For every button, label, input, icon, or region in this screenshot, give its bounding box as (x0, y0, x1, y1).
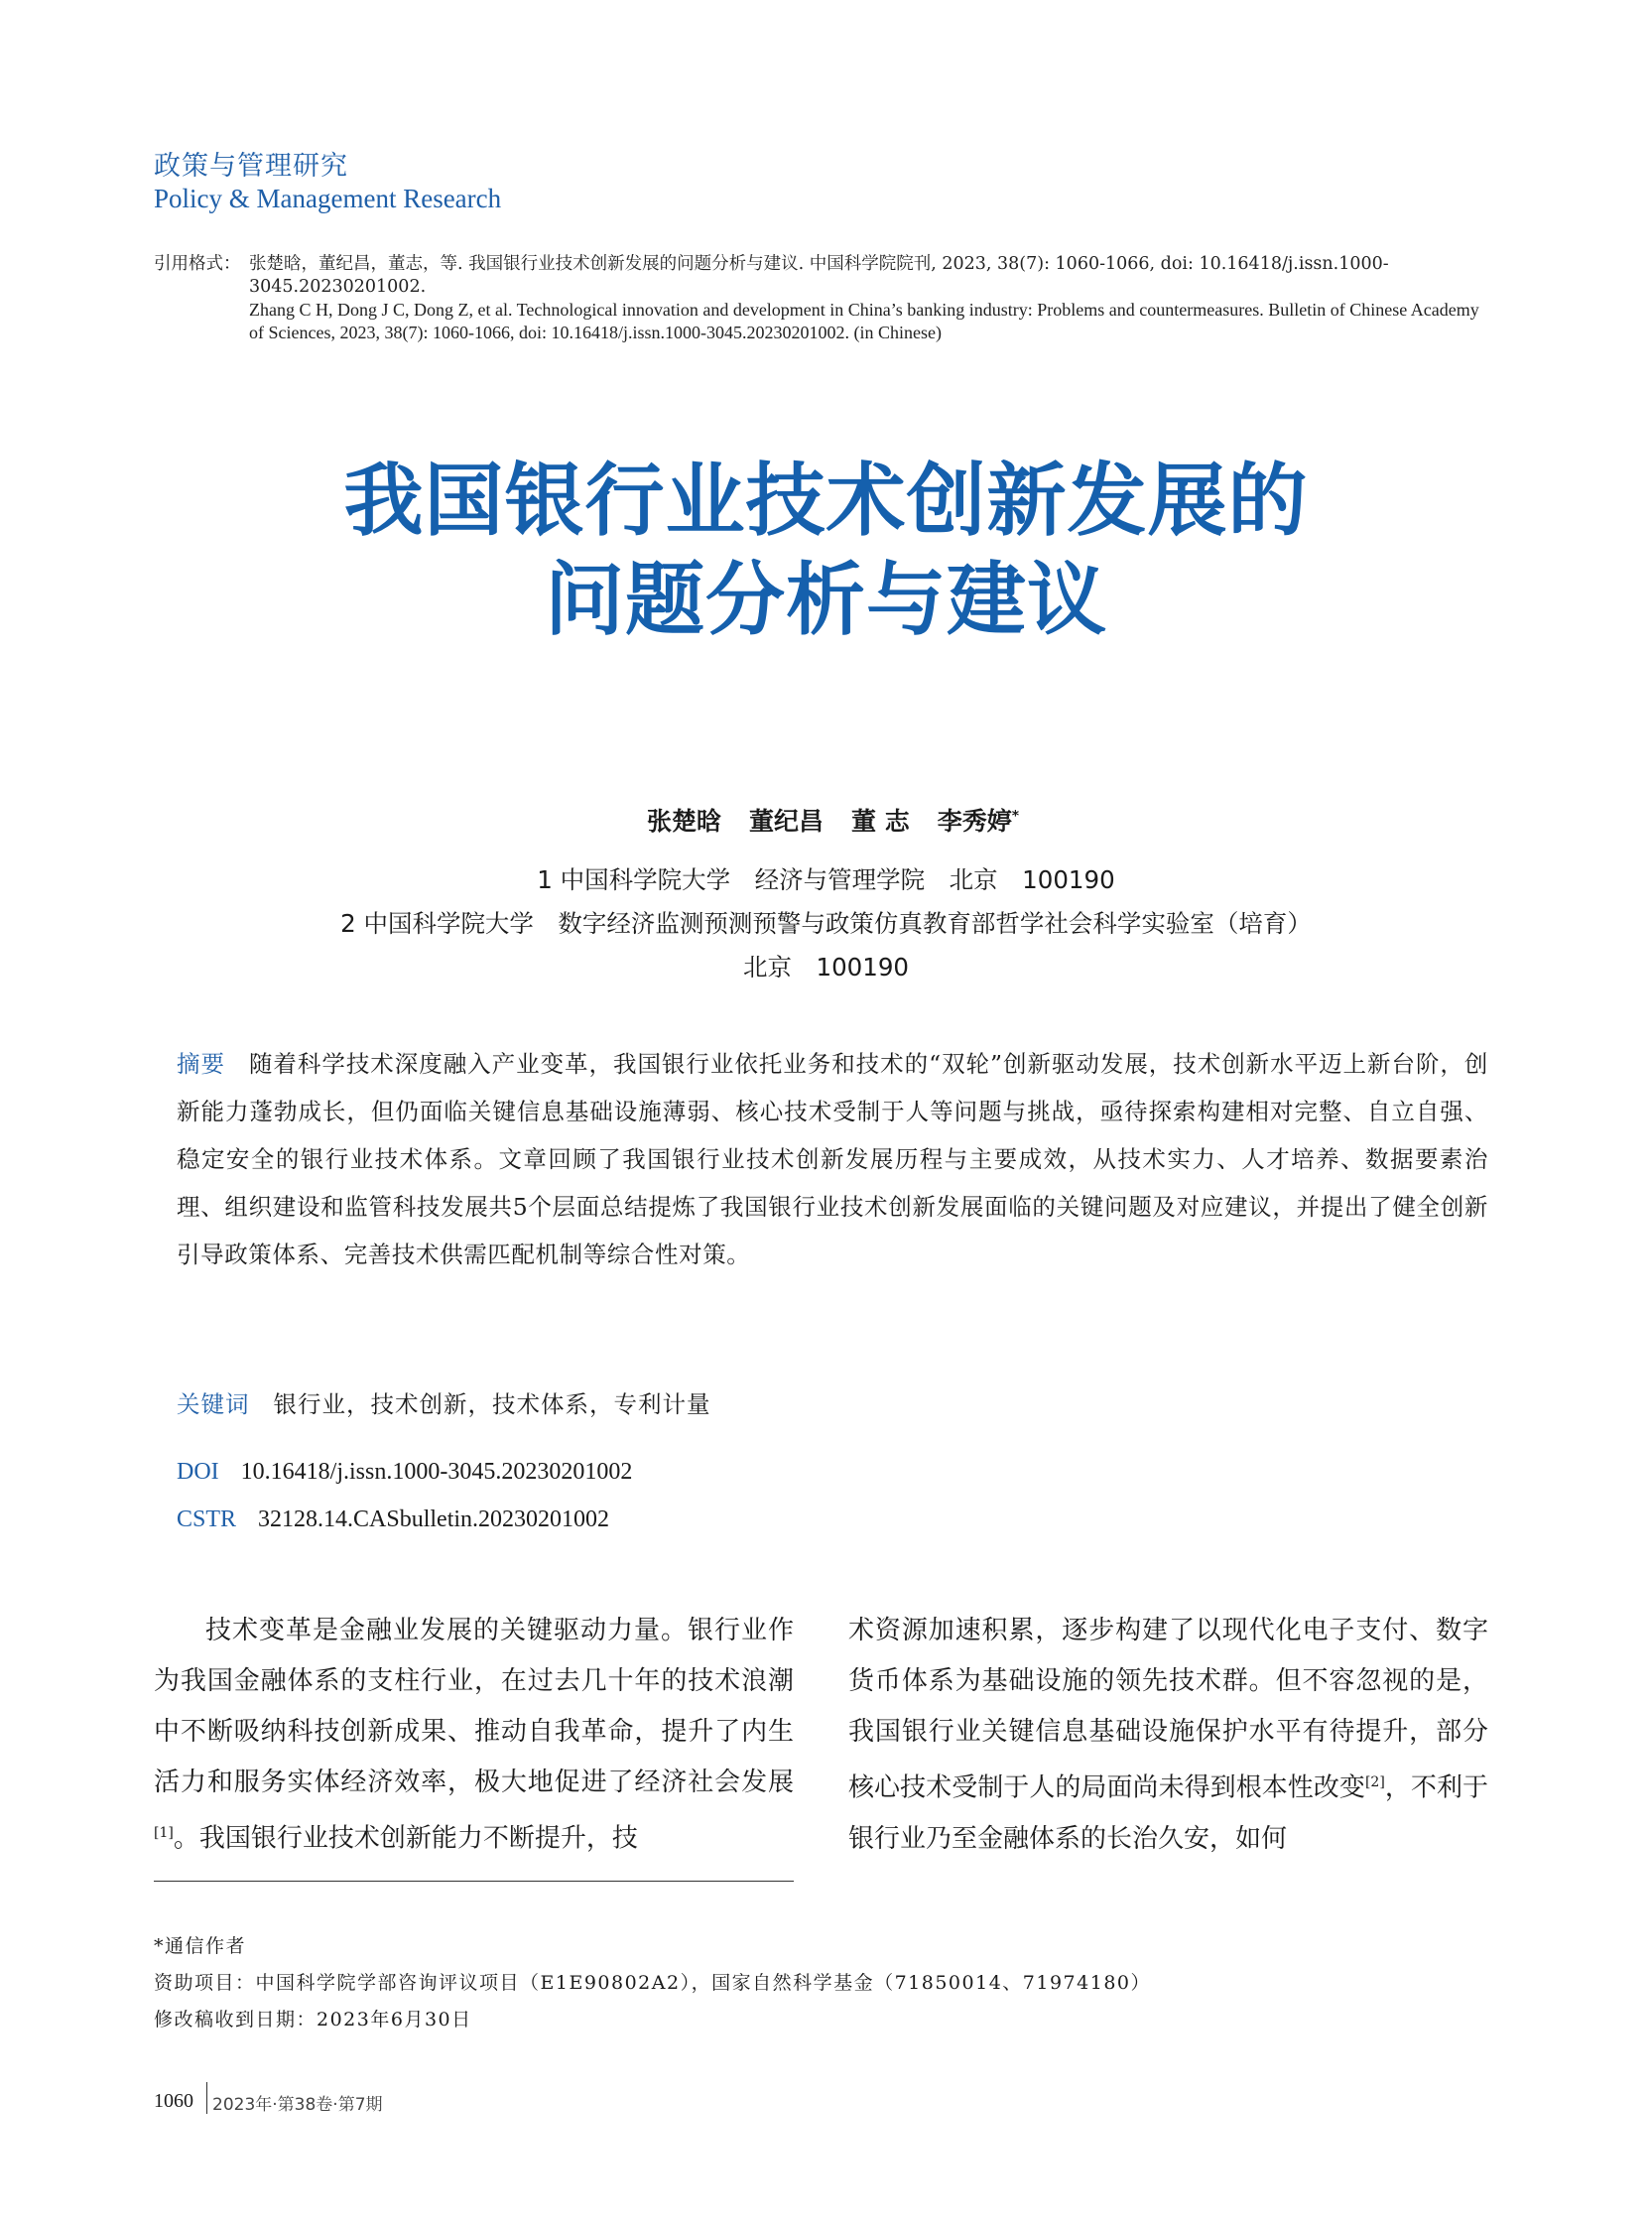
title-line-2: 问题分析与建议 (545, 554, 1107, 646)
doi-line (177, 1459, 632, 1486)
footnote-divider (154, 1881, 794, 1882)
body-text: ，不利于银行业乃至金融体系的长治久安，如何 (848, 1772, 1488, 1854)
author-name: 李秀婷 (937, 807, 1012, 836)
reference-link[interactable]: [2] (1364, 1774, 1385, 1790)
corresponding-mark: * (1011, 808, 1020, 825)
keywords-label: 关键词 (177, 1390, 250, 1418)
footnote-corresponding: *通信作者 (154, 1935, 247, 1957)
cstr-label: CSTR (177, 1506, 237, 1532)
title-line-1: 我国银行业技术创新发展的 (343, 455, 1309, 547)
cstr-value: 32128.14.CASbulletin.20230201002 (258, 1506, 610, 1532)
journal-section-cn: 政策与管理研究 (154, 151, 348, 182)
citation-en: Zhang C H, Dong J C, Dong Z, et al. Technological innovation and development in China’s banking industry: Problems and countermeasures. Bulletin of Chinese Academy of Sciences, 2023, 38(7): 1060-1066, doi: 10.16418/j.issn.1000-3045.20230201002. (in Chinese) (249, 300, 1479, 342)
affiliation-2: 2 中国科学院大学 数字经济监测预测预警与政策仿真教育部哲学社会科学实验室（培育） (340, 909, 1312, 938)
abstract-label: 摘要 (177, 1050, 225, 1078)
journal-section-en: Policy & Management Research (154, 184, 502, 213)
affiliation-3: 北京 100190 (742, 953, 910, 982)
author-name: 董纪昌 (748, 807, 824, 836)
cstr-line (177, 1506, 609, 1533)
abstract-text: 随着科学技术深度融入产业变革，我国银行业依托业务和技术的“双轮”创新驱动发展，技术创新水平迈上新台阶，创新能力蓬勃成长，但仍面临关键信息基础设施薄弱、核心技术受制于人等问题与挑战，亟待探索构建相对完整、自立自强、稳定安全的银行业技术体系。文章回顾了我国银行业技术创新发展历程与主要成效，从技术实力、人才培养、数据要素治理、组织建设和监管科技发展共5个层面总结提炼了我国银行业技术创新发展面临的关键问题及对应建议，并提出了健全创新引导政策体系、完善技术供需匹配机制等综合性对策。 (177, 1050, 1489, 1268)
body-column-left (154, 1606, 794, 1865)
body-text: 技术变革是金融业发展的关键驱动力量。银行业作为我国金融体系的支柱行业，在过去几十年的技术浪潮中不断吸纳科技创新成果、推动自我革命，提升了内生活力和服务实体经济效率，极大地促进了经济社会发展 (154, 1616, 794, 1797)
author-name: 张楚晗 (646, 807, 721, 836)
author-list (0, 802, 1652, 838)
page-number-divider (206, 2082, 207, 2114)
reference-link[interactable]: [1] (154, 1825, 174, 1841)
abstract (177, 1040, 1488, 1278)
affiliation-1: 1 中国科学院大学 经济与管理学院 北京 100190 (537, 865, 1115, 894)
body-text: 术资源加速积累，逐步构建了以现代化电子支付、数字货币体系为基础设施的领先技术群。但不容忽视的是，我国银行业关键信息基础设施保护水平有待提升，部分核心技术受制于人的局面尚未得到根本性改变 (848, 1616, 1488, 1803)
footnote-funding: 资助项目：中国科学院学部咨询评议项目（E1E90802A2），国家自然科学基金（71850014、71974180） (154, 1972, 1151, 1994)
author-name: 董 志 (850, 807, 910, 836)
doi-label: DOI (177, 1459, 219, 1485)
body-column-right (848, 1606, 1488, 1865)
footnote-received: 修改稿收到日期：2023年6月30日 (154, 2009, 472, 2030)
citation-label: 引用格式： (154, 254, 241, 274)
keywords-text: 银行业，技术创新，技术体系，专利计量 (273, 1390, 711, 1418)
page-number: 1060 (154, 2090, 193, 2112)
article-title (0, 452, 1652, 650)
citation-cn: 张楚晗，董纪昌，董志，等. 我国银行业技术创新发展的问题分析与建议. 中国科学院院刊, 2023, 38(7): 1060-1066, doi: 10.16418/j.issn.1000-3045.20230201002. (249, 254, 1389, 297)
citation-block (154, 253, 1488, 344)
body-text: 。我国银行业技术创新能力不断提升，技 (173, 1823, 638, 1854)
doi-value[interactable]: 10.16418/j.issn.1000-3045.20230201002 (240, 1459, 633, 1485)
keywords (177, 1385, 711, 1419)
issue-info: 2023年·第38卷·第7期 (212, 2095, 383, 2115)
